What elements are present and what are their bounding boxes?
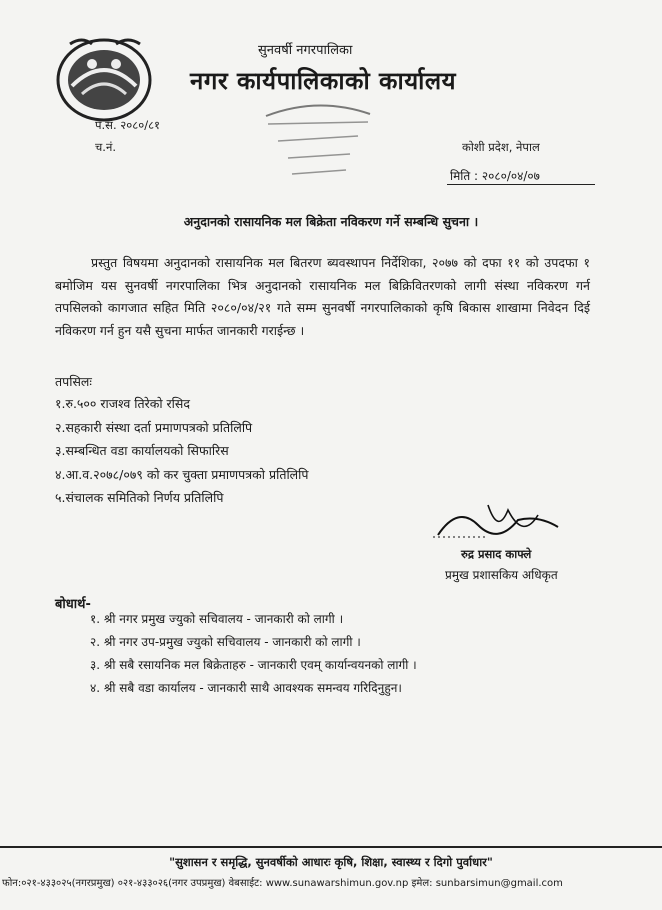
details-label: तपसिलः (55, 374, 92, 389)
organization-name: सुनवर्षी नगरपालिका (258, 43, 353, 58)
signer-title: प्रमुख प्रशासकिय अधिकृत (445, 568, 558, 582)
notice-subject: अनुदानको रासायनिक मल बिक्रेता नविकरण गर्ने सम्बन्धि सुचना । (183, 214, 479, 229)
cc-item: २. श्री नगर उप-प्रमुख ज्युको सचिवालय - जानकारी को लागी । (90, 635, 361, 649)
cc-item: १. श्री नगर प्रमुख ज्युको सचिवालय - जानकारी को लागी । (90, 612, 344, 626)
details-item: १.रु.५०० राजश्व तिरेको रसिद (55, 396, 190, 411)
handwritten-signature-icon (428, 495, 578, 555)
signer-name: रुद्र प्रसाद काफ्ले (461, 547, 532, 561)
office-stamp-icon (258, 96, 378, 186)
letter-date: मिति : २०८०/०४/०७ (450, 169, 540, 183)
reference-number: प.सं. २०८०/८१ (95, 118, 161, 132)
province-label: कोशी प्रदेश, नेपाल (462, 140, 540, 154)
cc-item: ३. श्री सबै रसायनिक मल बिक्रेताहरु - जानकारी एवम् कार्यान्वयनको लागी । (90, 658, 417, 672)
footer-contact: फोन:०२१-४३३०२५(नगरप्रमुख) ०२१-४३३०२६(नगर उपप्रमुख) वेबसाईट: www.sunawarshimun.gov.np इमेल: sunbarsimun@gmail.com (2, 878, 563, 889)
details-item: ५.संचालक समितिको निर्णय प्रतिलिपि (55, 490, 224, 505)
municipality-emblem-icon (52, 34, 156, 124)
details-list (55, 395, 309, 513)
details-item: ४.आ.व.२०७८/०७९ को कर चुक्ता प्रमाणपत्रको प्रतिलिपि (55, 466, 309, 482)
footer-divider (0, 846, 662, 848)
notice-body: प्रस्तुत विषयमा अनुदानको रासायनिक मल बितरण ब्यवस्थापन निर्देशिका, २०७७ को दफा ११ को उपदफा १ बमोजिम यस सुनवर्षी नगरपालिका भित्र अनुदानको रासायनिक मल बिक्रिवितरणको लागी संस्था नविकरण गर्न तपसिलको कागजात सहित मिति २०८०/०४/२१ गते सम्म सुनवर्षी नगरपालिकाको कृषि बिकास शाखामा निवेदन दिई नविकरण गर्न हुन यसै सुचना मार्फत जानकारी गराईन्छ । (55, 255, 590, 338)
cc-list (90, 610, 417, 702)
footer-slogan: "सुशासन र समृद्धि, सुनवर्षीको आधारः कृषि, शिक्षा, स्वास्थ्य र दिगो पुर्वाधार" (169, 855, 493, 869)
cc-item: ४. श्री सबै वडा कार्यालय - जानकारी साथै आवश्यक समन्वय गरिदिनुहुन। (90, 681, 402, 695)
date-underline (447, 184, 595, 185)
dispatch-number: च.नं. (95, 140, 116, 154)
office-title: नगर कार्यपालिकाको कार्यालय (190, 67, 457, 95)
details-item: ३.सम्बन्धित वडा कार्यालयको सिफारिस (55, 443, 229, 458)
cc-label: बोधार्थ- (55, 597, 91, 612)
details-item: २.सहकारी संस्था दर्ता प्रमाणपत्रको प्रतिलिपि (55, 419, 253, 435)
